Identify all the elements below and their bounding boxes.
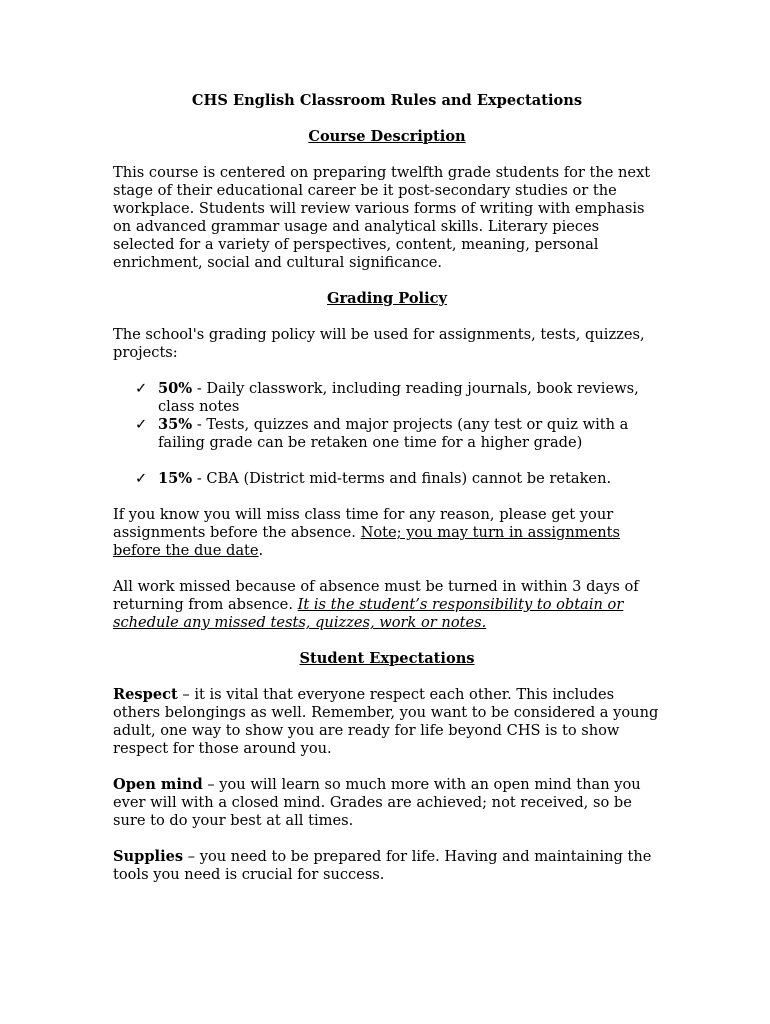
grading-weight-item xyxy=(135,380,661,416)
document-body xyxy=(113,92,661,884)
grading-weight-percent: 50% xyxy=(158,380,193,397)
grading-policy-intro: The school's grading policy will be used for assignments, tests, quizzes, projects: xyxy=(113,326,645,361)
expectation-item xyxy=(113,686,661,758)
grading-policy-heading: Grading Policy xyxy=(326,290,448,307)
absence-note: It is the student’s responsibility to obtain or schedule any missed tests, quizzes, work or notes. xyxy=(113,596,624,631)
grading-weights-list xyxy=(113,380,661,488)
course-description-text: This course is centered on preparing twelfth grade students for the next stage of their educational career be it post-secondary studies or the workplace. Students will review various forms of writing with emphasis on advanced grammar usage and analytical skills. Literary pieces selected for a variety of perspectives, content, meaning, personal enrichment, social and cultural significance. xyxy=(113,164,651,271)
expectation-term: Supplies xyxy=(113,848,184,865)
grading-weight-item xyxy=(135,416,661,452)
absence-paragraph xyxy=(113,578,661,632)
expectation-text: – it is vital that everyone respect each other. This includes others belongings as well. Remember, you want to be considered a young adult, one way to show you are ready for life beyond CHS is to show respect for those around you. xyxy=(113,686,659,757)
grading-weight-percent: 35% xyxy=(158,416,193,433)
missed-class-text: If you know you will miss class time for any reason, please get your assignments before the absence. xyxy=(113,506,614,541)
absence-text: All work missed because of absence must be turned in within 3 days of returning from absence. xyxy=(113,578,639,613)
grading-weight-description: - Tests, quizzes and major projects (any test or quiz with a failing grade can be retaken one time for a higher grade) xyxy=(158,416,629,451)
grading-weight-description: - Daily classwork, including reading journals, book reviews, class notes xyxy=(158,380,639,415)
expectation-term: Respect xyxy=(113,686,178,703)
document-title: CHS English Classroom Rules and Expectations xyxy=(191,92,583,109)
missed-class-paragraph xyxy=(113,506,661,560)
expectation-text: – you need to be prepared for life. Having and maintaining the tools you need is crucial for success. xyxy=(113,848,652,883)
expectation-term: Open mind xyxy=(113,776,203,793)
expectation-text: – you will learn so much more with an open mind than you ever will with a closed mind. Grades are achieved; not received, so be sure to do your best at all times. xyxy=(113,776,641,829)
expectation-item xyxy=(113,848,661,884)
grading-weight-description: - CBA (District mid-terms and finals) cannot be retaken. xyxy=(192,470,612,487)
expectation-item xyxy=(113,776,661,830)
checkmark-icon: ✓ xyxy=(135,416,148,433)
missed-class-period: . xyxy=(258,542,264,559)
checkmark-icon: ✓ xyxy=(135,470,148,487)
grading-weight-percent: 15% xyxy=(158,470,193,487)
student-expectations-heading: Student Expectations xyxy=(299,650,475,667)
course-description-heading: Course Description xyxy=(308,128,466,145)
checkmark-icon: ✓ xyxy=(135,380,148,397)
grading-weight-item xyxy=(135,470,661,488)
missed-class-note: Note; you may turn in assignments before the due date xyxy=(113,524,620,559)
